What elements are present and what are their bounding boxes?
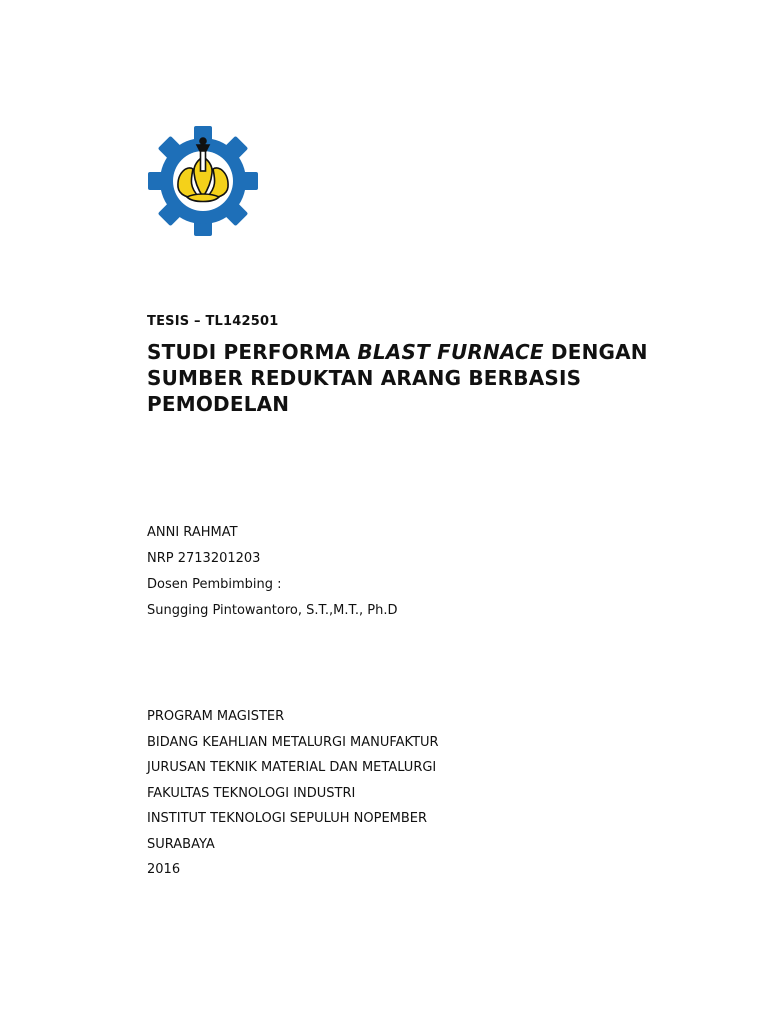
university: INSTITUT TEKNOLOGI SEPULUH NOPEMBER: [147, 811, 428, 826]
thesis-code: TESIS – TL142501: [147, 314, 279, 329]
city: SURABAYA: [147, 836, 215, 852]
author-name: ANNI RAHMAT: [147, 525, 238, 540]
title-line-2: SUMBER REDUKTAN ARANG BERBASIS: [147, 366, 582, 390]
thesis-title: [147, 339, 667, 417]
year: 2016: [147, 862, 181, 877]
supervisor-label: Dosen Pembimbing :: [147, 577, 282, 592]
author-nrp: NRP 2713201203: [147, 551, 261, 566]
department: JURUSAN TEKNIK MATERIAL DAN METALURGI: [147, 760, 437, 775]
faculty: FAKULTAS TEKNOLOGI INDUSTRI: [147, 785, 356, 801]
program: PROGRAM MAGISTER: [147, 709, 285, 724]
title-line-1: [147, 339, 667, 365]
its-gear-logo-icon: [146, 126, 260, 236]
title-line-1-prefix: STUDI PERFORMA: [147, 340, 358, 364]
title-line-3: PEMODELAN: [147, 392, 290, 416]
field: BIDANG KEAHLIAN METALURGI MANUFAKTUR: [147, 734, 439, 750]
supervisor-name: Sungging Pintowantoro, S.T.,M.T., Ph.D: [147, 603, 398, 618]
title-line-1-suffix: DENGAN: [543, 340, 648, 364]
institution-block: [147, 704, 439, 883]
author-block: [147, 520, 398, 624]
title-italic-term: BLAST FURNACE: [357, 340, 544, 364]
